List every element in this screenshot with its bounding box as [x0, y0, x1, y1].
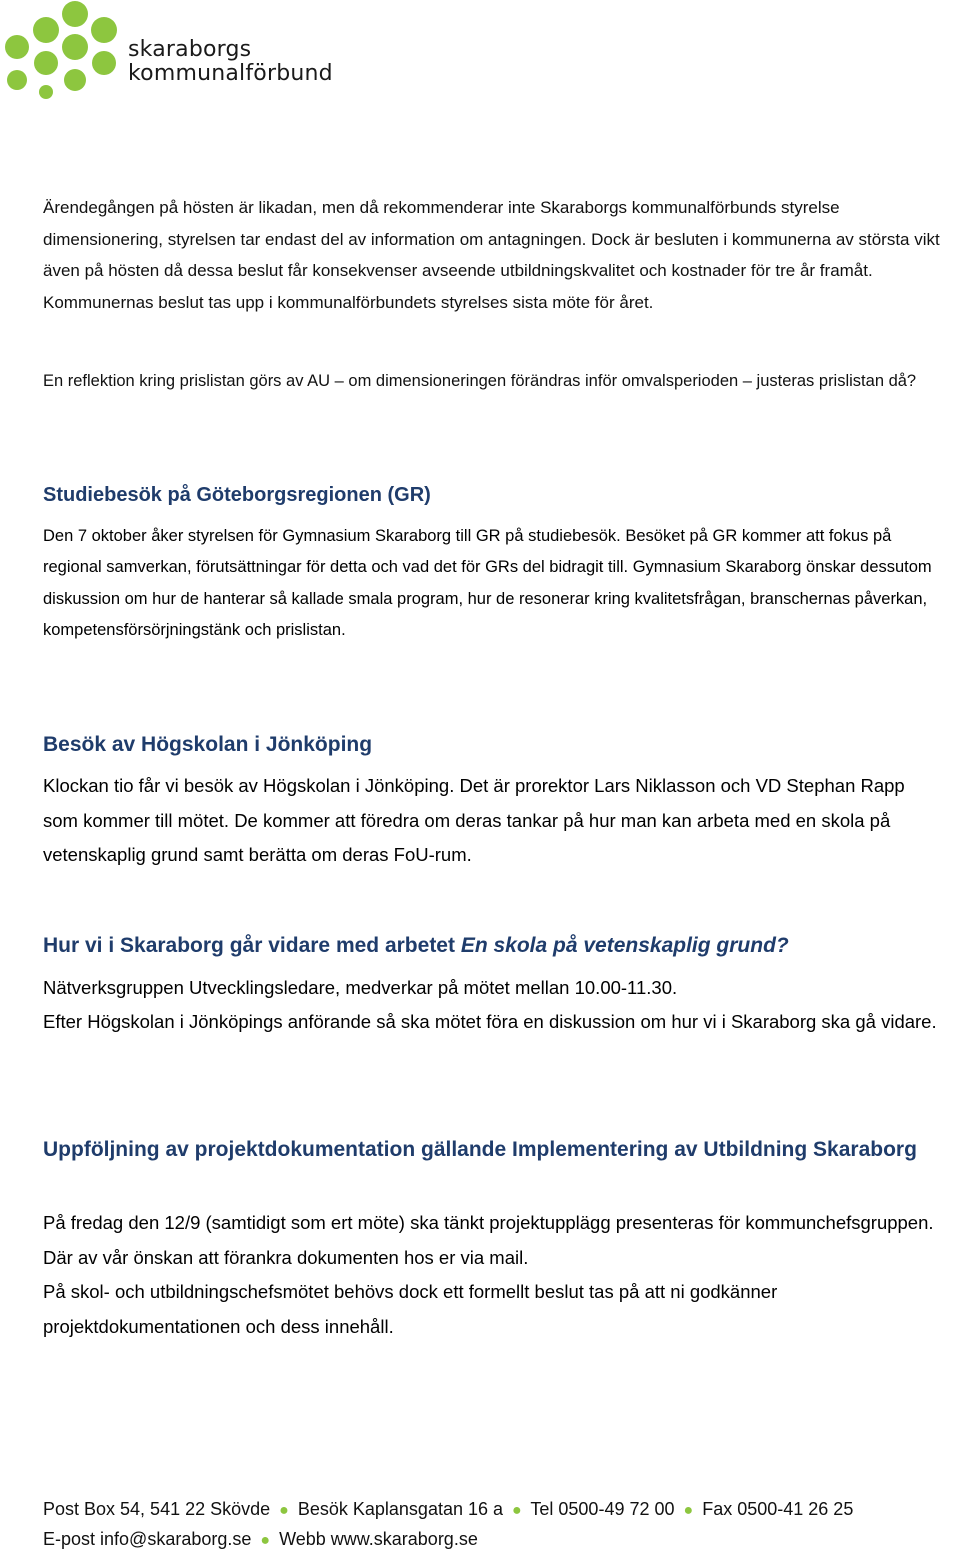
section-body-skaraborg-line-2: Efter Högskolan i Jönköpings anförande så ska mötet föra en diskussion om hur vi i Skaraborg ska gå vidare. — [43, 1011, 937, 1032]
section-body-hj: Klockan tio får vi besök av Högskolan i Jönköping. Det är prorektor Lars Niklasson och VD Stephan Rapp som kommer till mötet. De kommer att föredra om deras tankar på hur man kan arbeta med en skola på vetenskaplig grund samt berätta om deras FoU-rum. — [43, 775, 905, 865]
logo — [0, 0, 340, 100]
section-heading-skaraborg-italic: En skola på vetenskaplig grund? — [460, 934, 789, 957]
section-heading-hj: Besök av Högskolan i Jönköping — [43, 733, 373, 756]
section-body-uppfoljning-line-1: På fredag den 12/9 (samtidigt som ert möte) ska tänkt projektupplägg presenteras för kommunchefsgruppen. Där av vår önskan att förankra dokumenten hos er via mail. — [43, 1212, 934, 1268]
footer-line-1 — [43, 1495, 943, 1525]
section-body-skaraborg — [43, 971, 943, 1039]
footer-visit: Besök Kaplansgatan 16 a — [297, 1499, 504, 1519]
footer-tel: Tel 0500-49 72 00 — [530, 1499, 675, 1519]
section-heading-uppfoljning: Uppföljning av projektdokumentation gällande Implementering av Utbildning Skaraborg — [43, 1138, 917, 1161]
footer-email[interactable]: E-post info@skaraborg.se — [43, 1529, 252, 1549]
intro-paragraph-1: Ärendegången på hösten är likadan, men då rekommenderar inte Skaraborgs kommunalförbunds styrelse dimensionering, styrelsen tar endast del av information om antagningen. Dock är besluten i kommunerna av största vikt även på hösten då dessa beslut får konsekvenser avseende utbildningskvalitet och kostnader för tre år framåt. Kommunernas beslut tas upp i kommunalförbundets styrelses sista möte för året. — [43, 198, 940, 312]
footer-web[interactable]: Webb www.skaraborg.se — [279, 1529, 478, 1549]
section-heading-gr: Studiebesök på Göteborgsregionen (GR) — [43, 484, 431, 506]
footer-address: Post Box 54, 541 22 Skövde — [43, 1499, 271, 1519]
footer-fax: Fax 0500-41 26 25 — [702, 1499, 854, 1519]
section-heading-skaraborg-main: Hur vi i Skaraborg går vidare med arbetet — [43, 934, 461, 957]
footer-separator-icon: ● — [683, 1502, 694, 1519]
section-heading-skaraborg — [43, 934, 943, 958]
footer-separator-icon: ● — [512, 1502, 522, 1519]
logo-line-1: skaraborgs — [128, 37, 252, 62]
footer — [43, 1495, 943, 1555]
section-body-uppfoljning-line-2: På skol- och utbildningschefsmötet behövs dock ett formellt beslut tas på att ni godkänner projektdokumentationen och dess innehåll. — [43, 1281, 778, 1337]
section-body-skaraborg-line-1: Nätverksgruppen Utvecklingsledare, medverkar på mötet mellan 10.00-11.30. — [43, 977, 678, 998]
footer-separator-icon: ● — [279, 1502, 289, 1519]
footer-separator-icon: ● — [260, 1532, 271, 1549]
intro-paragraph-2: En reflektion kring prislistan görs av AU – om dimensioneringen förändras inför omvalsperioden – justeras prislistan då? — [43, 372, 917, 390]
footer-line-2 — [43, 1525, 943, 1555]
logo-dots-icon — [0, 0, 130, 100]
logo-line-2: kommunalförbund — [128, 61, 333, 86]
logo-wordmark — [128, 38, 333, 86]
section-body-gr: Den 7 oktober åker styrelsen för Gymnasium Skaraborg till GR på studiebesök. Besöket på GR kommer att fokus på regional samverkan, förutsättningar för detta och vad det för GRs del bidragit till. Gymnasium Skaraborg önskar dessutom diskussion om hur de hanterar så kallade smala program, hur de resonerar kring kvalitetsfrågan, branschernas påverkan, kompetensförsörjningstänk och prislistan. — [43, 527, 932, 639]
section-body-uppfoljning — [43, 1206, 943, 1344]
